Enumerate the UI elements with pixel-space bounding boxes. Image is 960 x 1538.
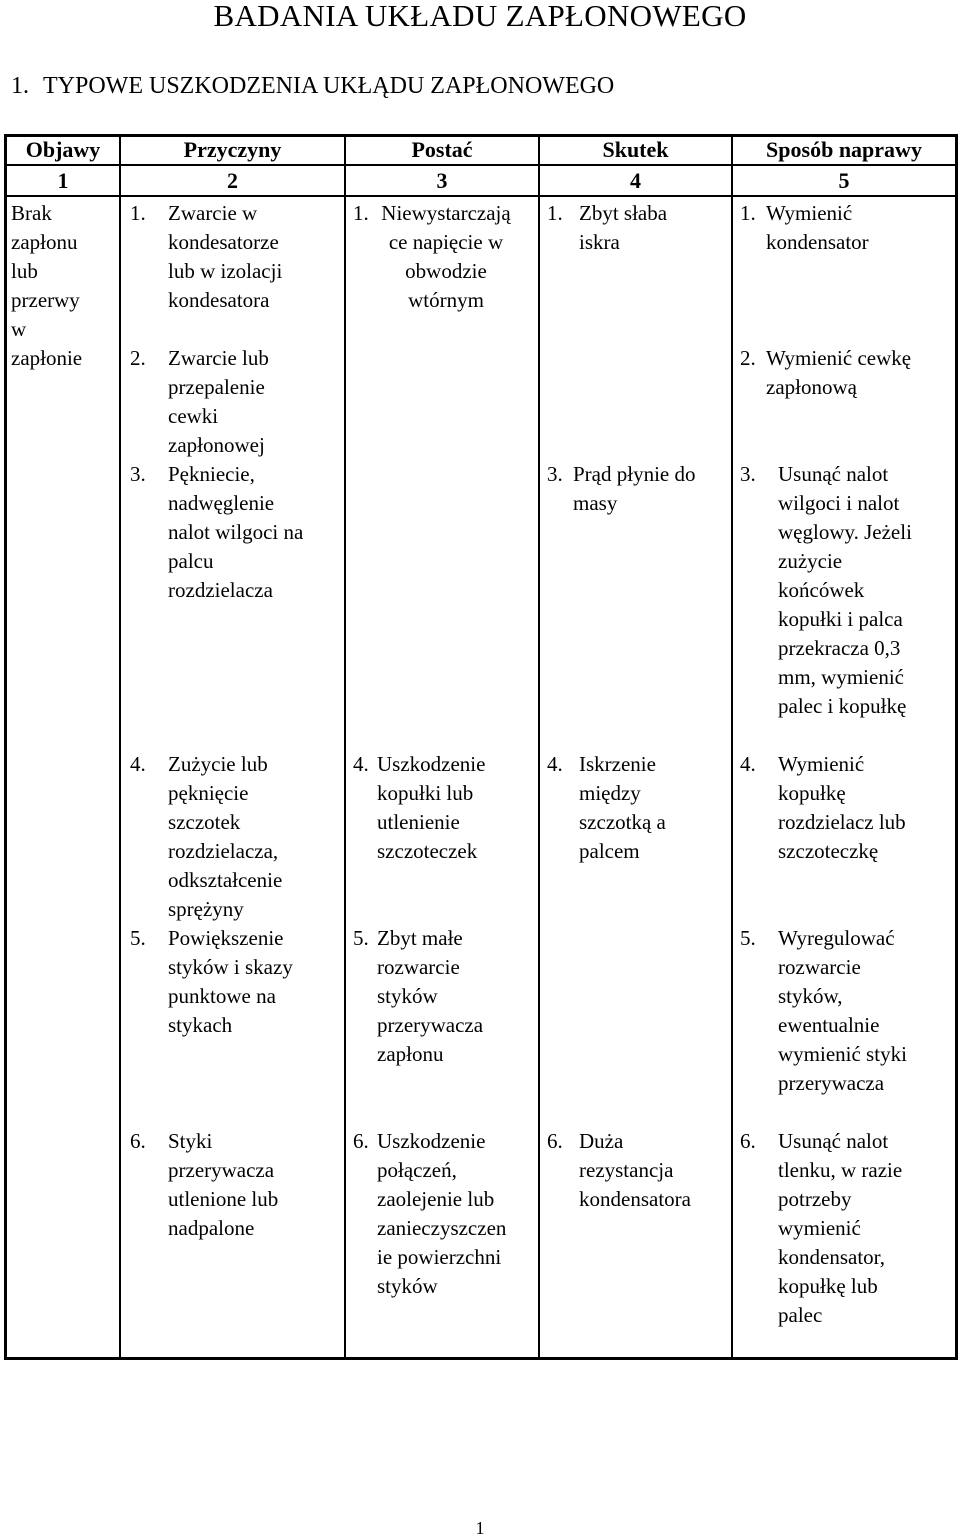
item-number: 4.	[547, 752, 563, 776]
item-number: 6.	[740, 1129, 756, 1153]
item-number: 2.	[740, 346, 756, 370]
item-number: 6.	[130, 1129, 146, 1153]
item-number: 3.	[740, 462, 756, 486]
item-number: 6.	[547, 1129, 563, 1153]
item-text: Zwarcie lub przepalenie cewki zapłonowej	[168, 346, 269, 457]
item-number: 1.	[547, 201, 563, 225]
column-number-3: 3	[436, 168, 448, 193]
item-text: Usunąć nalot tlenku, w razie potrzeby wymienić kondensator, kopułkę lub palec	[778, 1129, 903, 1327]
item-text: Zużycie lub pęknięcie szczotek rozdzielacza, odkształcenie sprężyny	[168, 752, 283, 921]
table-right-border	[955, 134, 958, 1360]
column-number-5: 5	[838, 168, 850, 193]
header-przyczyny: Przyczyny	[183, 137, 282, 162]
item-number: 5.	[740, 926, 756, 950]
page-number: 1	[475, 1518, 485, 1538]
item-number: 4.	[740, 752, 756, 776]
item-number: 2.	[130, 346, 146, 370]
header-sposob-naprawy: Sposób naprawy	[766, 137, 922, 162]
item-number: 1.	[130, 201, 146, 225]
column-number-4: 4	[630, 168, 641, 193]
header-objawy: Objawy	[25, 137, 101, 162]
objawy-cell: Brak zapłonu lub przerwy w zapłonie	[11, 201, 83, 370]
column-number-1: 1	[57, 168, 69, 193]
item-text: Wyregulować rozwarcie styków, ewentualnie wymienić styki przerywacza	[778, 926, 907, 1095]
item-number: 3.	[130, 462, 146, 486]
header-skutek: Skutek	[602, 137, 669, 162]
section-heading	[11, 72, 614, 100]
item-text: Duża rezystancja kondensatora	[579, 1129, 691, 1211]
item-number: 1.	[740, 201, 756, 225]
item-text: Wymienić cewkę zapłonową	[766, 346, 912, 399]
item-text: Prąd płynie do masy	[573, 462, 696, 515]
table-left-border	[4, 134, 7, 1360]
item-number: 5.	[353, 926, 369, 950]
section-title: TYPOWE USZKODZENIA UKŁĄDU ZAPŁONOWEGO	[43, 73, 615, 99]
item-number: 3.	[547, 462, 563, 486]
header-postac: Postać	[411, 137, 473, 162]
item-text: Zbyt słaba iskra	[579, 201, 668, 254]
table-bottom-border	[4, 1357, 958, 1360]
section-number: 1.	[11, 73, 29, 99]
item-text: Niewystarczają ce napięcie w obwodzie wtórnym	[381, 201, 511, 312]
item-text: Wymienić kopułkę rozdzielacz lub szczoteczkę	[778, 752, 906, 863]
column-divider-1	[119, 134, 121, 1360]
item-text: Iskrzenie między szczotką a palcem	[579, 752, 666, 863]
item-text: Zbyt małe rozwarcie styków przerywacza zapłonu	[377, 926, 484, 1066]
item-number: 4.	[353, 752, 369, 776]
column-divider-3	[538, 134, 540, 1360]
item-text: Zwarcie w kondesatorze lub w izolacji kondesatora	[168, 201, 283, 312]
item-text: Pękniecie, nadwęglenie nalot wilgoci na palcu rozdzielacza	[168, 462, 304, 602]
number-row-divider	[4, 195, 958, 197]
item-number: 6.	[353, 1129, 369, 1153]
item-text: Usunąć nalot wilgoci i nalot węglowy. Jeżeli zużycie końcówek kopułki i palca przekracza 0,3 mm, wymienić palec i kopułkę	[778, 462, 912, 718]
header-divider	[4, 164, 958, 166]
item-number: 1.	[353, 201, 369, 225]
item-number: 5.	[130, 926, 146, 950]
item-text: Wymienić kondensator	[766, 201, 869, 254]
column-number-2: 2	[227, 168, 238, 193]
column-divider-4	[731, 134, 733, 1360]
item-text: Powiększenie styków i skazy punktowe na stykach	[168, 926, 293, 1037]
page-title: BADANIA UKŁADU ZAPŁONOWEGO	[213, 0, 747, 33]
column-divider-2	[344, 134, 346, 1360]
item-text: Uszkodzenie kopułki lub utlenienie szczoteczek	[377, 752, 486, 863]
item-text: Styki przerywacza utlenione lub nadpalone	[168, 1129, 279, 1240]
item-number: 4.	[130, 752, 146, 776]
item-text: Uszkodzenie połączeń, zaolejenie lub zanieczyszczen ie powierzchni styków	[377, 1129, 507, 1298]
